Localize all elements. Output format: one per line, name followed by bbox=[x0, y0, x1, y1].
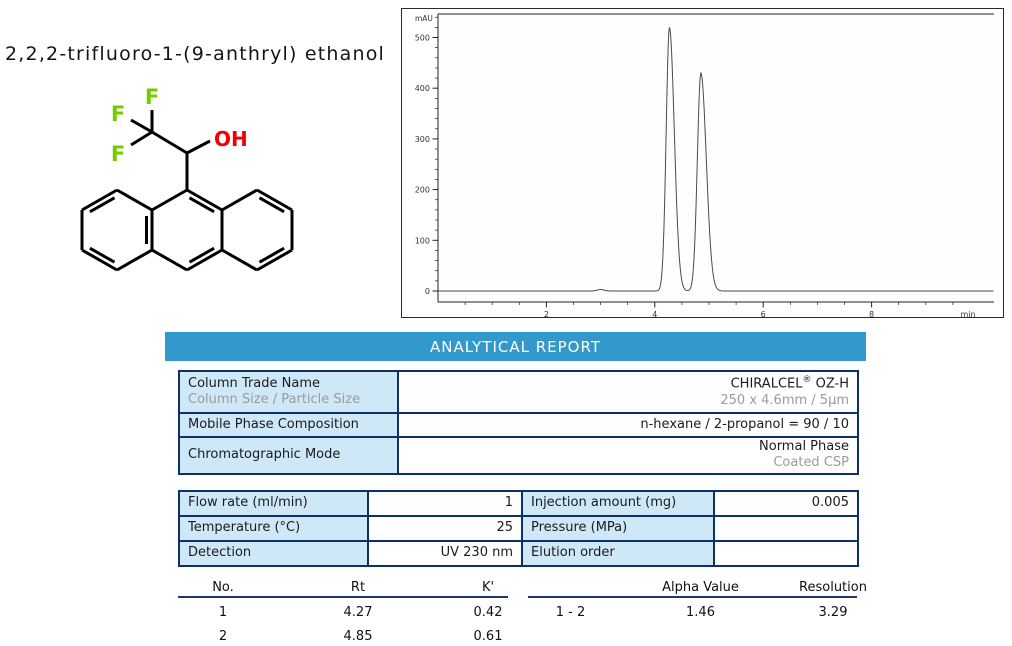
alpha-value: 1.46 bbox=[686, 605, 715, 620]
param-label: Pressure (MPa) bbox=[522, 516, 714, 541]
svg-text:500: 500 bbox=[414, 33, 430, 43]
header-rule-left bbox=[178, 596, 508, 598]
analytical-report-title: ANALYTICAL REPORT bbox=[430, 337, 601, 356]
spec-value-cell bbox=[398, 437, 858, 474]
param-label: Injection amount (mg) bbox=[522, 491, 714, 516]
k-prime: 0.42 bbox=[473, 605, 503, 620]
param-value bbox=[714, 516, 858, 541]
param-value bbox=[714, 541, 858, 566]
header-rule-right bbox=[528, 596, 857, 598]
table-row bbox=[179, 371, 858, 413]
svg-text:4: 4 bbox=[652, 310, 658, 317]
analytical-report-header bbox=[165, 332, 866, 361]
spec-label: Column Trade Name bbox=[188, 375, 320, 391]
retention-time: 4.85 bbox=[343, 629, 373, 644]
spec-value: CHIRALCEL® OZ-H bbox=[730, 375, 849, 392]
spec-value-cell: n-hexane / 2-propanol = 90 / 10 bbox=[398, 413, 858, 437]
compound-name: 2,2,2-trifluoro-1-(9-anthryl) ethanol bbox=[5, 43, 386, 65]
col-header-kprime: K' bbox=[481, 580, 495, 595]
param-label: Temperature (°C) bbox=[179, 516, 368, 541]
molecule-structure-svg bbox=[60, 80, 320, 300]
peak-number: 1 bbox=[218, 605, 228, 620]
svg-text:300: 300 bbox=[414, 134, 430, 144]
spec-subvalue: Coated CSP bbox=[773, 455, 849, 471]
table-row bbox=[179, 491, 858, 516]
method-params-table bbox=[178, 490, 859, 567]
param-label: Detection bbox=[179, 541, 368, 566]
table-row bbox=[179, 413, 858, 437]
results-data-row bbox=[178, 629, 857, 645]
table-row bbox=[179, 437, 858, 474]
spec-value: Normal Phase bbox=[759, 439, 849, 454]
spec-label-cell: Chromatographic Mode bbox=[179, 437, 398, 474]
table-row bbox=[179, 541, 858, 566]
spec-sublabel: Column Size / Particle Size bbox=[188, 392, 361, 407]
col-header-rt: Rt bbox=[350, 580, 366, 595]
table-row bbox=[179, 516, 858, 541]
chromatogram-plot bbox=[402, 9, 1003, 317]
results-table bbox=[178, 578, 867, 646]
param-label: Flow rate (ml/min) bbox=[179, 491, 368, 516]
svg-text:8: 8 bbox=[869, 310, 875, 317]
svg-text:0: 0 bbox=[424, 287, 430, 296]
retention-time: 4.27 bbox=[343, 605, 373, 620]
resolution-value: 3.29 bbox=[818, 605, 848, 620]
col-header-resolution: Resolution bbox=[799, 580, 867, 595]
svg-text:mAU: mAU bbox=[415, 14, 433, 23]
col-header-no: No. bbox=[212, 580, 234, 595]
param-value: UV 230 nm bbox=[368, 541, 522, 566]
peak-number: 2 bbox=[218, 629, 228, 644]
svg-text:100: 100 bbox=[414, 236, 430, 246]
col-header-alpha: Alpha Value bbox=[662, 580, 739, 595]
chromatogram bbox=[401, 8, 1004, 318]
param-value: 1 bbox=[368, 491, 522, 516]
param-value: 0.005 bbox=[714, 491, 858, 516]
param-label: Elution order bbox=[522, 541, 714, 566]
spec-label-cell bbox=[179, 371, 398, 413]
param-value: 25 bbox=[368, 516, 522, 541]
svg-text:200: 200 bbox=[414, 185, 430, 195]
peak-pair: 1 - 2 bbox=[555, 605, 586, 620]
svg-text:2: 2 bbox=[543, 310, 549, 317]
column-info-table bbox=[178, 370, 859, 475]
fluorine-atom-label: F bbox=[110, 142, 126, 166]
molecule-structure bbox=[60, 80, 320, 300]
registered-mark: ® bbox=[802, 375, 812, 386]
fluorine-atom-label: F bbox=[110, 102, 126, 126]
results-header-row bbox=[178, 580, 867, 596]
svg-text:6: 6 bbox=[760, 310, 766, 317]
spec-subvalue: 250 x 4.6mm / 5µm bbox=[720, 392, 849, 408]
fluorine-atom-label: F bbox=[144, 85, 160, 109]
spec-value-cell bbox=[398, 371, 858, 413]
svg-text:min: min bbox=[960, 310, 976, 317]
svg-text:400: 400 bbox=[414, 84, 430, 94]
molecule-bonds bbox=[82, 110, 292, 270]
results-data-row bbox=[178, 605, 857, 621]
k-prime: 0.61 bbox=[473, 629, 503, 644]
spec-label-cell: Mobile Phase Composition bbox=[179, 413, 398, 437]
hydroxyl-group-label: OH bbox=[214, 127, 248, 151]
